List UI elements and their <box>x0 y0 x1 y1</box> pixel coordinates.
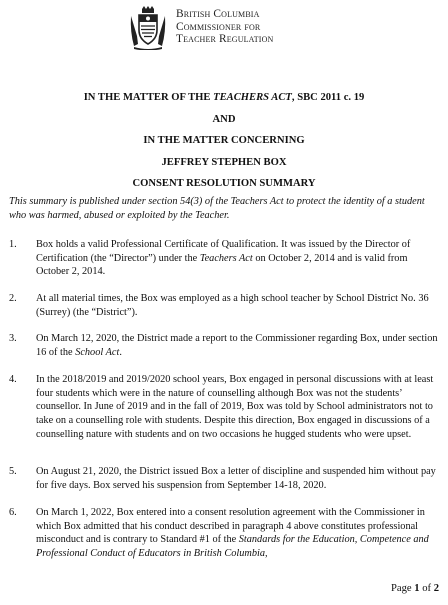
paragraph-text <box>36 465 441 492</box>
title-block <box>0 92 448 200</box>
numbered-paragraph <box>9 465 441 492</box>
org-line-3: Teacher Regulation <box>176 33 274 46</box>
numbered-paragraph <box>9 506 441 561</box>
paragraph-text-part: At all material times, the Box was employed as a high school teacher by School District No. 36 (Surrey) (the “District”). <box>36 293 429 318</box>
paragraph-italic: Standards for the Education, Competence and Professional Conduct of Educators in British Columbia, <box>36 534 429 560</box>
numbered-paragraph <box>9 238 441 279</box>
paragraph-text-part: Box holds a valid Professional Certificate of Qualification. It was issued by the Director of Certification (the “Director”) under the <box>36 239 411 264</box>
paragraph-text-part: on October 2, 2014 and is valid from October 2, 2014. <box>36 252 408 278</box>
title-line-2: AND <box>212 113 236 125</box>
title-line-1-suffix: , SBC 2011 c. 19 <box>291 92 365 103</box>
title-line-1 <box>0 92 448 104</box>
title-document-type: CONSENT RESOLUTION SUMMARY <box>132 178 316 190</box>
paragraph-italic: Teachers Act <box>199 252 253 264</box>
org-line-2: Commissioner for <box>176 20 261 33</box>
numbered-paragraph <box>9 373 441 442</box>
paragraph-number: 1. <box>9 239 17 250</box>
paragraph-text-part: In the 2018/2019 and 2019/2020 school years, Box engaged in personal discussions with at least four students which were in the nature of counselling although Box was not the students’ counsellor. In June of 2019 and in the fall of 2019, Box was told by School administrators not to take on a counselling role with students. Despite this direction, Box engaged in discussions of a counselling nature with students and on two occasions he hugged students who were upset. <box>36 374 434 440</box>
paragraph-number: 5. <box>9 466 17 477</box>
title-line-3: IN THE MATTER CONCERNING <box>143 135 305 147</box>
paragraph-text <box>36 332 441 359</box>
organization-name <box>176 8 273 46</box>
letterhead <box>128 4 328 62</box>
paragraph-text-part: On August 21, 2020, the District issued Box a letter of discipline and suspended him without pay for five days. Box served his suspension from September 14-18, 2020. <box>36 466 436 491</box>
total-pages: 2 <box>433 583 439 594</box>
page-of-label: of <box>419 583 434 594</box>
page-number <box>391 583 439 594</box>
page-label: Page <box>391 583 415 594</box>
title-act-name: TEACHERS ACT <box>213 92 292 103</box>
org-line-1: British Columbia <box>176 8 260 20</box>
paragraph-italic: School Act <box>75 346 120 358</box>
paragraph-number: 3. <box>9 333 17 344</box>
current-page: 1 <box>414 583 420 594</box>
title-line-1-prefix: IN THE MATTER OF THE <box>83 92 214 103</box>
bc-coat-of-arms-icon <box>128 6 168 50</box>
paragraph-number: 6. <box>9 507 17 518</box>
paragraph-number: 4. <box>9 374 17 385</box>
paragraph-text-part: On March 12, 2020, the District made a report to the Commissioner regarding Box, under section 16 of the <box>36 333 438 358</box>
numbered-paragraph <box>9 332 441 359</box>
paragraph-text-part: . <box>119 346 122 358</box>
title-teacher-name: JEFFREY STEPHEN BOX <box>161 156 287 168</box>
intro-statement: This summary is published under section 54(3) of the Teachers Act to protect the identity of a student who was harmed, abused or exploited by the Teacher. <box>9 196 425 221</box>
paragraph-text <box>36 292 441 319</box>
paragraph-text <box>36 506 441 561</box>
numbered-paragraph <box>9 292 441 319</box>
paragraph-number: 2. <box>9 293 17 304</box>
paragraph-text-part: On March 1, 2022, Box entered into a consent resolution agreement with the Commissioner in which Box admitted that his conduct described in paragraph 4 above constitutes professional misconduct and is contrary to Standard #1 of the <box>36 507 425 546</box>
paragraph-text <box>36 373 441 442</box>
paragraph-text <box>36 238 441 279</box>
